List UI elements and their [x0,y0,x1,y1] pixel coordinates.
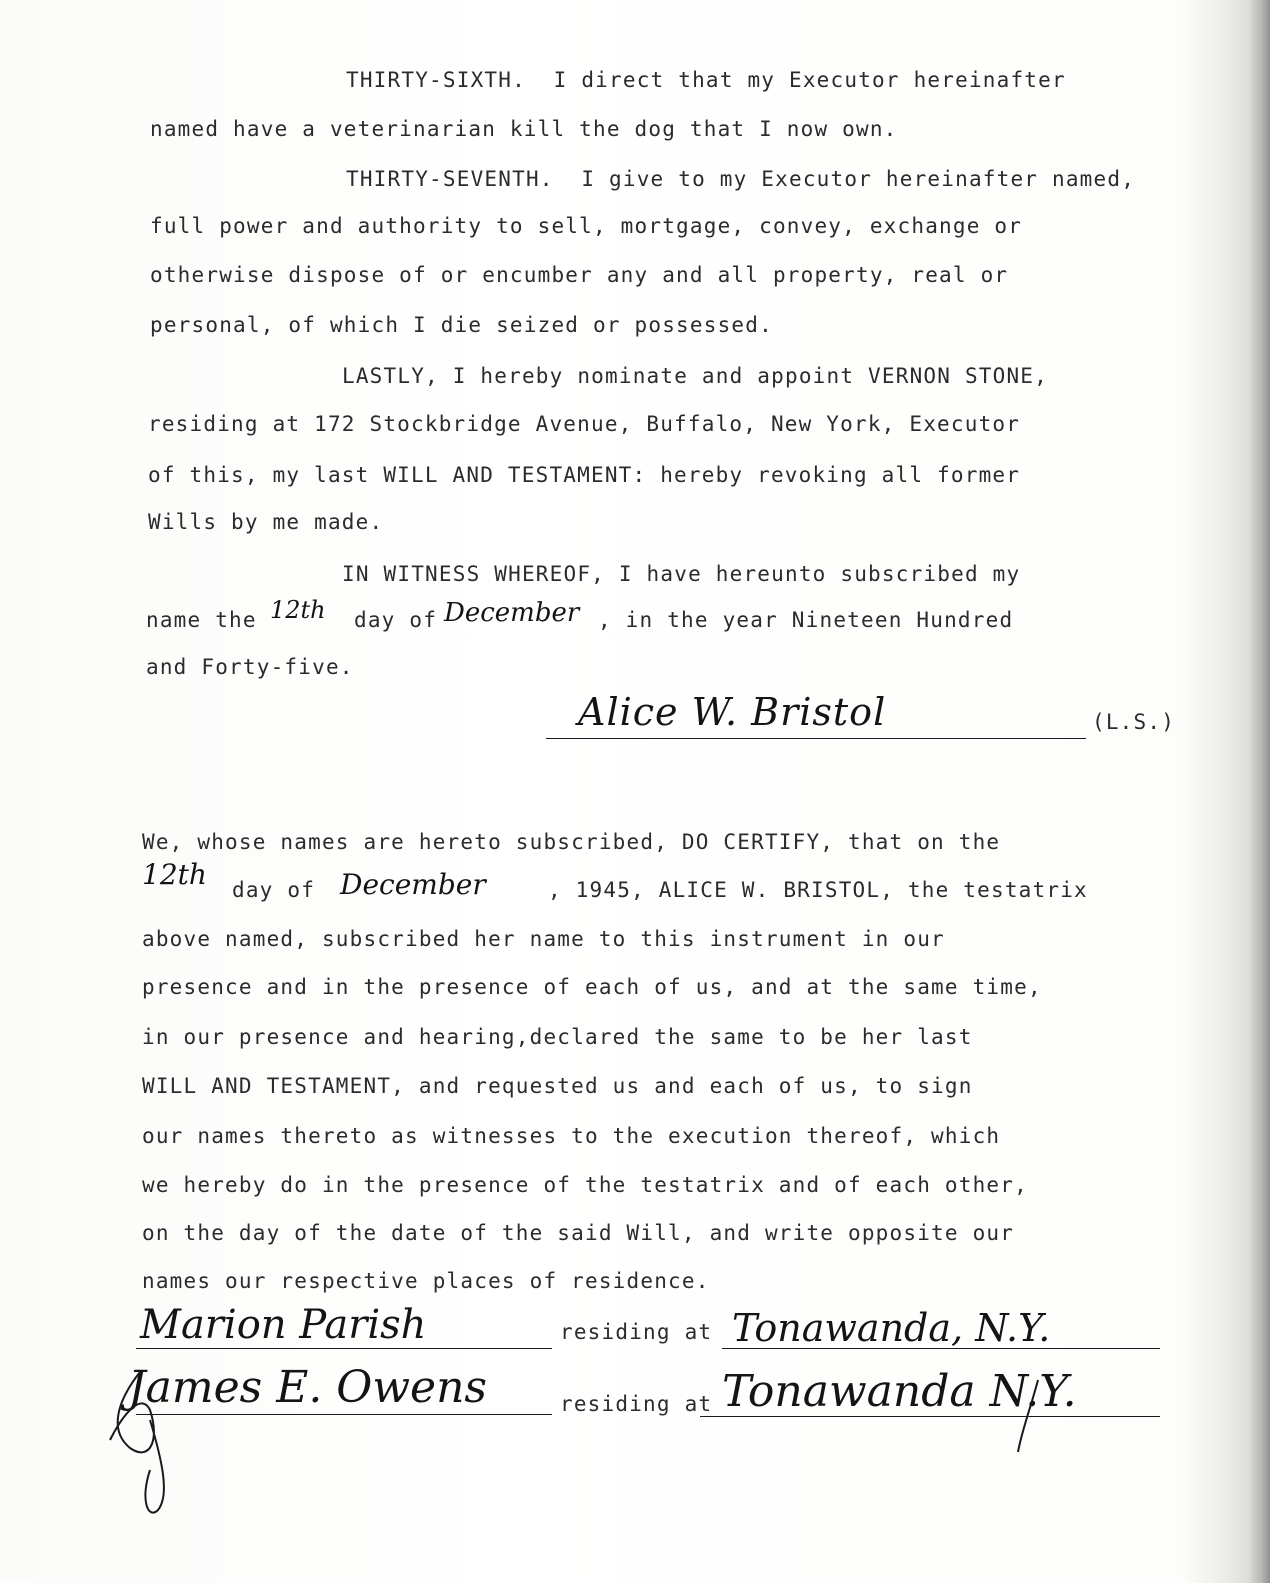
residing-label-2: residing at [560,1392,713,1416]
handwritten-month: December [444,598,580,628]
clause-thirty-seventh: THIRTY-SEVENTH. I give to my Executor hereinafter named, [346,167,1136,191]
witness-whereof-line: IN WITNESS WHEREOF, I have hereunto subscribed my [342,562,1021,586]
clause-line: named have a veterinarian kill the dog that I now own. [150,117,898,141]
attestation-line: we hereby do in the presence of the testatrix and of each other, [142,1173,1028,1197]
clause-line: otherwise dispose of or encumber any and all property, real or [150,263,1009,287]
attestation-handwritten-month: December [340,868,486,901]
handwritten-day: 12th [270,596,326,624]
clause-line: personal, of which I die seized or possessed. [150,313,773,337]
testatrix-signature: Alice W. Bristol [578,690,887,734]
attestation-handwritten-day: 12th [142,858,207,891]
attestation-line: We, whose names are hereto subscribed, DO CERTIFY, that on the [142,830,1001,854]
clause-line: of this, my last WILL AND TESTAMENT: hereby revoking all former [148,463,1021,487]
attestation-line: in our presence and hearing,declared the same to be her last [142,1025,973,1049]
attestation-line: our names thereto as witnesses to the execution thereof, which [142,1124,1001,1148]
clause-lastly: LASTLY, I hereby nominate and appoint VERNON STONE, [342,364,1048,388]
clause-line: residing at 172 Stockbridge Avenue, Buffalo, New York, Executor [148,412,1021,436]
clause-thirty-sixth: THIRTY-SIXTH. I direct that my Executor hereinafter [346,68,1066,92]
witness-signature-2: James E. Owens [128,1362,487,1413]
attestation-date-suffix: , 1945, ALICE W. BRISTOL, the testatrix [548,878,1088,902]
dating-middle: day of [354,608,438,632]
attestation-line: presence and in the presence of each of us, and at the same time, [142,975,1042,999]
witness-residence-1: Tonawanda, N.Y. [732,1306,1051,1350]
attestation-date-middle: day of [232,878,316,902]
attestation-line: WILL AND TESTAMENT, and requested us and each of us, to sign [142,1074,973,1098]
witness-residence-2: Tonawanda N.Y. [722,1366,1077,1417]
witness-signature-1: Marion Parish [140,1302,427,1348]
clause-line: Wills by me made. [148,510,384,534]
residing-label-1: residing at [560,1320,713,1344]
clause-line: full power and authority to sell, mortgage, convey, exchange or [150,214,1023,238]
dating-suffix: , in the year Nineteen Hundred [598,608,1014,632]
dating-last-line: and Forty-five. [146,655,354,679]
attestation-line: on the day of the date of the said Will, and write opposite our [142,1221,1015,1245]
attestation-line: names our respective places of residence. [142,1269,710,1293]
dating-prefix: name the [146,608,257,632]
seal-mark: (L.S.) [1092,710,1176,734]
attestation-line: above named, subscribed her name to this instrument in our [142,927,945,951]
